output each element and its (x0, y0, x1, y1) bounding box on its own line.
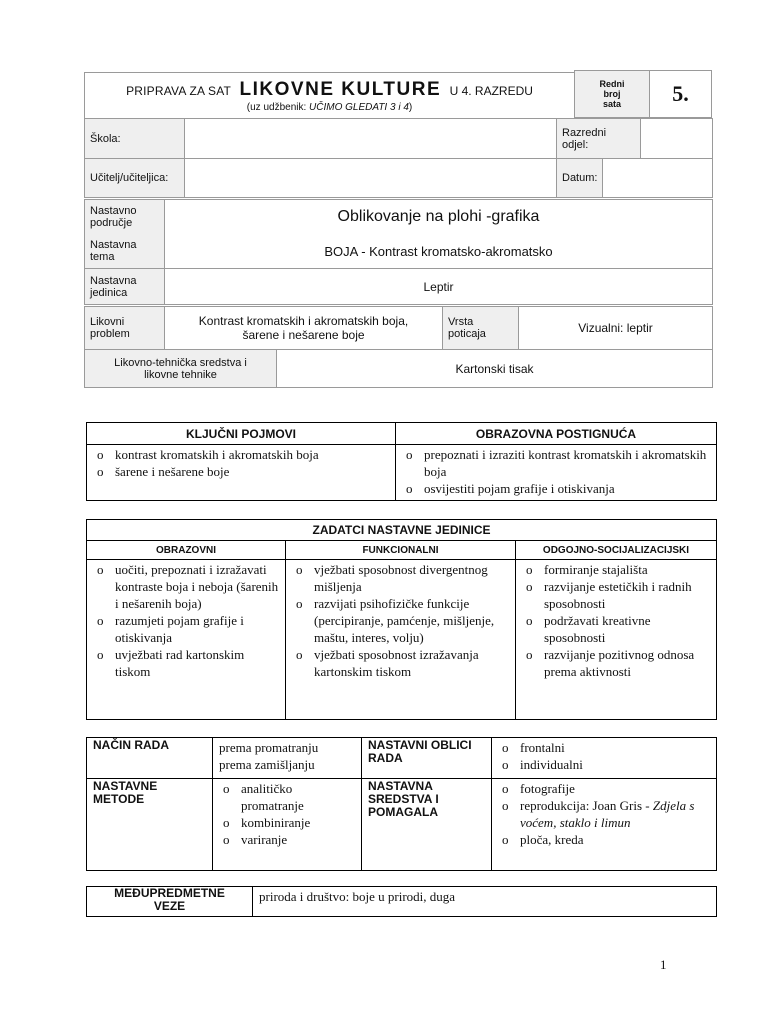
podrucje-value: Oblikovanje na plohi -grafika (165, 200, 713, 235)
datum-field (603, 159, 713, 198)
poticaj-value: Vizualni: leptir (519, 307, 713, 350)
odgojno-cell (516, 560, 717, 720)
list-item: o fotografije (498, 780, 710, 797)
nacin-rada-line: prema promatranju (219, 740, 319, 755)
nacin-rada-cell (213, 738, 362, 779)
list-item: o prepoznati i izraziti kontrast kromatskih i akromatskih boja (402, 446, 710, 480)
list-item: o razvijanje estetičkih i radnih sposobnosti (522, 578, 710, 612)
list-item: o individualni (498, 756, 710, 773)
school-info-table (84, 118, 713, 159)
lesson-topic-table (84, 199, 713, 305)
subtitle-book: UČIMO GLEDATI 3 i 4 (309, 102, 409, 113)
tema-value: BOJA - Kontrast kromatsko-akromatsko (165, 235, 713, 269)
nastavna-sredstva-cell (492, 779, 717, 871)
teacher-info-table (84, 158, 713, 198)
datum-label: Datum: (557, 159, 603, 198)
obrazovna-postignuca-cell (396, 445, 717, 501)
list-item: o uočiti, prepoznati i izražavati kontraste boja i neboja (šarenih i nešarenih boja) (93, 561, 279, 612)
zadatci-table (86, 519, 717, 720)
sredstva-table (84, 349, 713, 388)
nastavni-oblici-cell (492, 738, 717, 779)
jedinica-value: Leptir (165, 269, 713, 305)
nastavna-sredstva-label: NASTAVNA SREDSTVA I POMAGALA (362, 779, 492, 871)
obrazovni-cell (87, 560, 286, 720)
ucitelj-label: Učitelj/učiteljica: (85, 159, 185, 198)
title-prefix: PRIPRAVA ZA SAT (126, 84, 232, 98)
nastavni-oblici-label: NASTAVNI OBLICI RADA (362, 738, 492, 779)
list-item: o osvijestiti pojam grafije i otiskivanja (402, 480, 710, 497)
list-item: o kontrast kromatskih i akromatskih boja (93, 446, 389, 463)
nastavne-metode-cell (213, 779, 362, 871)
veze-table (86, 886, 717, 917)
list-item (498, 797, 710, 831)
list-item: o uvježbati rad kartonskim tiskom (93, 646, 279, 680)
list-item: o ploča, kreda (498, 831, 710, 848)
funkcionalni-cell (286, 560, 516, 720)
problem-value: Kontrast kromatskih i akromatskih boja, šarene i nešarene boje (165, 307, 443, 350)
list-item: o frontalni (498, 739, 710, 756)
redni-broj-value: 5. (672, 81, 689, 106)
sredstva-label: Likovno-tehnička sredstva i likovne tehnike (85, 350, 277, 388)
title-suffix: U 4. RAZREDU (449, 84, 533, 98)
list-item: o kombiniranje (219, 814, 355, 831)
list-item: o formiranje stajališta (522, 561, 710, 578)
odgojno-header: ODGOJNO-SOCIJALIZACIJSKI (516, 541, 717, 560)
obrazovna-postignuca-header: OBRAZOVNA POSTIGNUĆA (396, 423, 717, 445)
list-item: o razvijanje pozitivnog odnosa prema aktivnosti (522, 646, 710, 680)
artwork-title: Zdjela s voćem, staklo i limun (520, 798, 695, 830)
funkcionalni-header: FUNKCIONALNI (286, 541, 516, 560)
redni-broj-value-box (649, 70, 712, 118)
list-item: o analitičko promatranje (219, 780, 355, 814)
veze-label: MEĐUPREDMETNE VEZE (87, 887, 253, 917)
rad-table (86, 737, 717, 871)
zadatci-header: ZADATCI NASTAVNE JEDINICE (87, 520, 717, 541)
kljucni-pojmovi-header: KLJUČNI POJMOVI (87, 423, 396, 445)
list-item: o razumjeti pojam grafije i otiskivanja (93, 612, 279, 646)
podrucje-label: Nastavno područje (85, 200, 165, 235)
reproduction-label: reprodukcija: Joan Gris - (520, 798, 650, 813)
title-main: LIKOVNE KULTURE (239, 79, 442, 100)
jedinica-label: Nastavna jedinica (85, 269, 165, 305)
skola-label: Škola: (85, 119, 185, 159)
list-item: o podržavati kreativne sposobnosti (522, 612, 710, 646)
razredni-odjel-label: Razredni odjel: (557, 119, 641, 159)
list-item: o šarene i nešarene boje (93, 463, 389, 480)
tema-label: Nastavna tema (85, 235, 165, 269)
list-item: o vježbati sposobnost izražavanja kartonskim tiskom (292, 646, 509, 680)
redni-broj-label: Redni broj sata (599, 79, 625, 109)
list-item: o variranje (219, 831, 355, 848)
obrazovni-header: OBRAZOVNI (87, 541, 286, 560)
nacin-rada-label: NAČIN RADA (87, 738, 213, 779)
poticaj-label: Vrsta poticaja (443, 307, 519, 350)
sredstva-value: Kartonski tisak (277, 350, 713, 388)
list-item: o razvijati psihofizičke funkcije (percipiranje, pamćenje, mišljenje, maštu, interes, volju) (292, 595, 509, 646)
problem-table (84, 306, 713, 350)
document-title: PRIPRAVA ZA SAT LIKOVNE KULTURE U 4. RAZREDU (uz udžbenik: UČIMO GLEDATI 3 i 4) (84, 72, 574, 118)
page-number: 1 (660, 957, 667, 972)
list-item: o vježbati sposobnost divergentnog mišljenja (292, 561, 509, 595)
skola-field (185, 119, 557, 159)
kljucni-pojmovi-cell (87, 445, 396, 501)
nastavne-metode-label: NASTAVNE METODE (87, 779, 213, 871)
pojmovi-postignuca-table (86, 422, 717, 501)
redni-broj-label-box (574, 70, 650, 118)
subtitle-prefix: uz udžbenik: (250, 102, 307, 113)
razredni-odjel-field (641, 119, 713, 159)
problem-label: Likovni problem (85, 307, 165, 350)
veze-value: priroda i društvo: boje u prirodi, duga (253, 887, 717, 917)
ucitelj-field (185, 159, 557, 198)
nacin-rada-line: prema zamišljanju (219, 757, 315, 772)
